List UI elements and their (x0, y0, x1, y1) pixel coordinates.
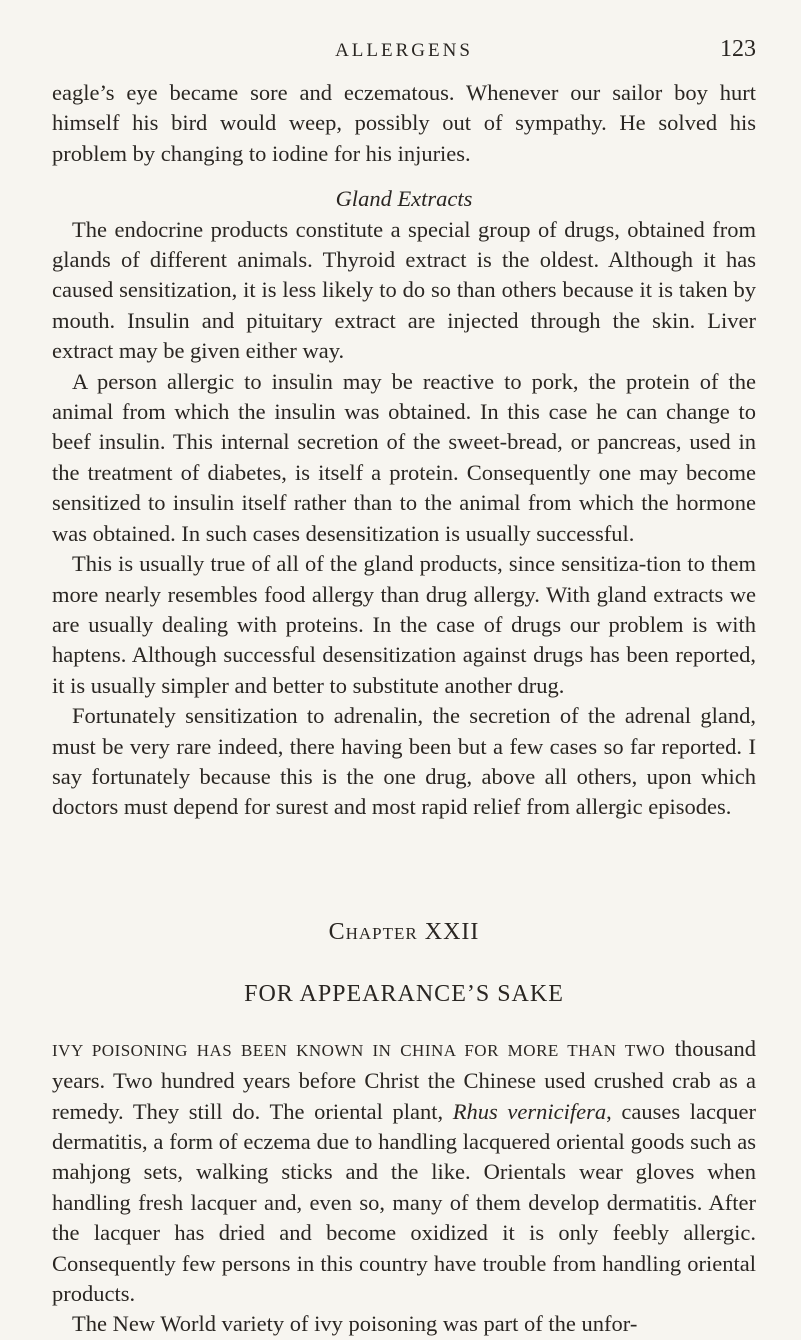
section-paragraph: This is usually true of all of the gland products, since sensitiza-tion to them more nearly resembles food allergy than drug allergy. With gland extracts we are usually dealing with proteins. In the case of drugs our problem is with haptens. Although successful desensitization against drugs has been reported, it is usually simpler and better to substitute another drug. (52, 551, 756, 698)
section-heading: Gland Extracts (335, 186, 473, 212)
section-paragraph: Fortunately sensitization to adrenalin, the secretion of the adrenal gland, must be very rare indeed, there having been but a few cases so far reported. I say fortunately because this is the one drug, above all others, upon which doctors must depend for surest and most rapid relief from allergic episodes. (52, 703, 756, 820)
chapter-opening-paragraph (52, 1034, 756, 1310)
chapter-number: Chapter XXII (328, 918, 480, 945)
opening-text-part: thousand years. Two hundred years before Christ the Chinese used crushed crab as a remedy. They still do. The oriental plant, (52, 1035, 756, 1124)
section-paragraph: The endocrine products constitute a special group of drugs, obtained from glands of different animals. Thyroid extract is the oldest. Although it has caused sensitization, it is less likely to do so than others because it is taken by mouth. Insulin and pituitary extract are injected through the skin. Liver extract may be given either way. (52, 216, 756, 364)
section-paragraph: A person allergic to insulin may be reactive to pork, the protein of the animal from which the insulin was obtained. In this case he can change to beef insulin. This internal secretion of the sweet-bread, or pancreas, used in the treatment of diabetes, is itself a protein. Consequently one may become sensitized to insulin itself rather than to the animal from which the hormone was obtained. In such cases desensitization is usually successful. (52, 368, 756, 546)
opening-small-caps: IVY POISONING HAS BEEN KNOWN IN CHINA FOR MORE THAN TWO (52, 1040, 666, 1060)
running-title: ALLERGENS (335, 40, 473, 61)
closing-paragraph: The New World variety of ivy poisoning was part of the unfor- (72, 1311, 638, 1337)
opening-italic-term: Rhus vernicifera (452, 1098, 607, 1124)
page-number: 123 (720, 36, 756, 62)
chapter-title: FOR APPEARANCE’S SAKE (244, 980, 564, 1007)
running-head (52, 36, 756, 74)
opening-text-part: , causes lacquer dermatitis, a form of eczema due to handling lacquered oriental goods such as mahjong sets, walking sticks and the like. Orientals wear gloves when handling fresh lacquer and, even so, many of them develop dermatitis. After the lacquer has dried and become oxidized it is only feebly allergic. Consequently few persons in this country have trouble from handling oriental products. (52, 1098, 756, 1306)
book-page (52, 36, 756, 1337)
intro-paragraph: eagle’s eye became sore and eczematous. Whenever our sailor boy hurt himself his bird would weep, possibly out of sympathy. He solved his problem by changing to iodine for his injuries. (52, 80, 756, 166)
